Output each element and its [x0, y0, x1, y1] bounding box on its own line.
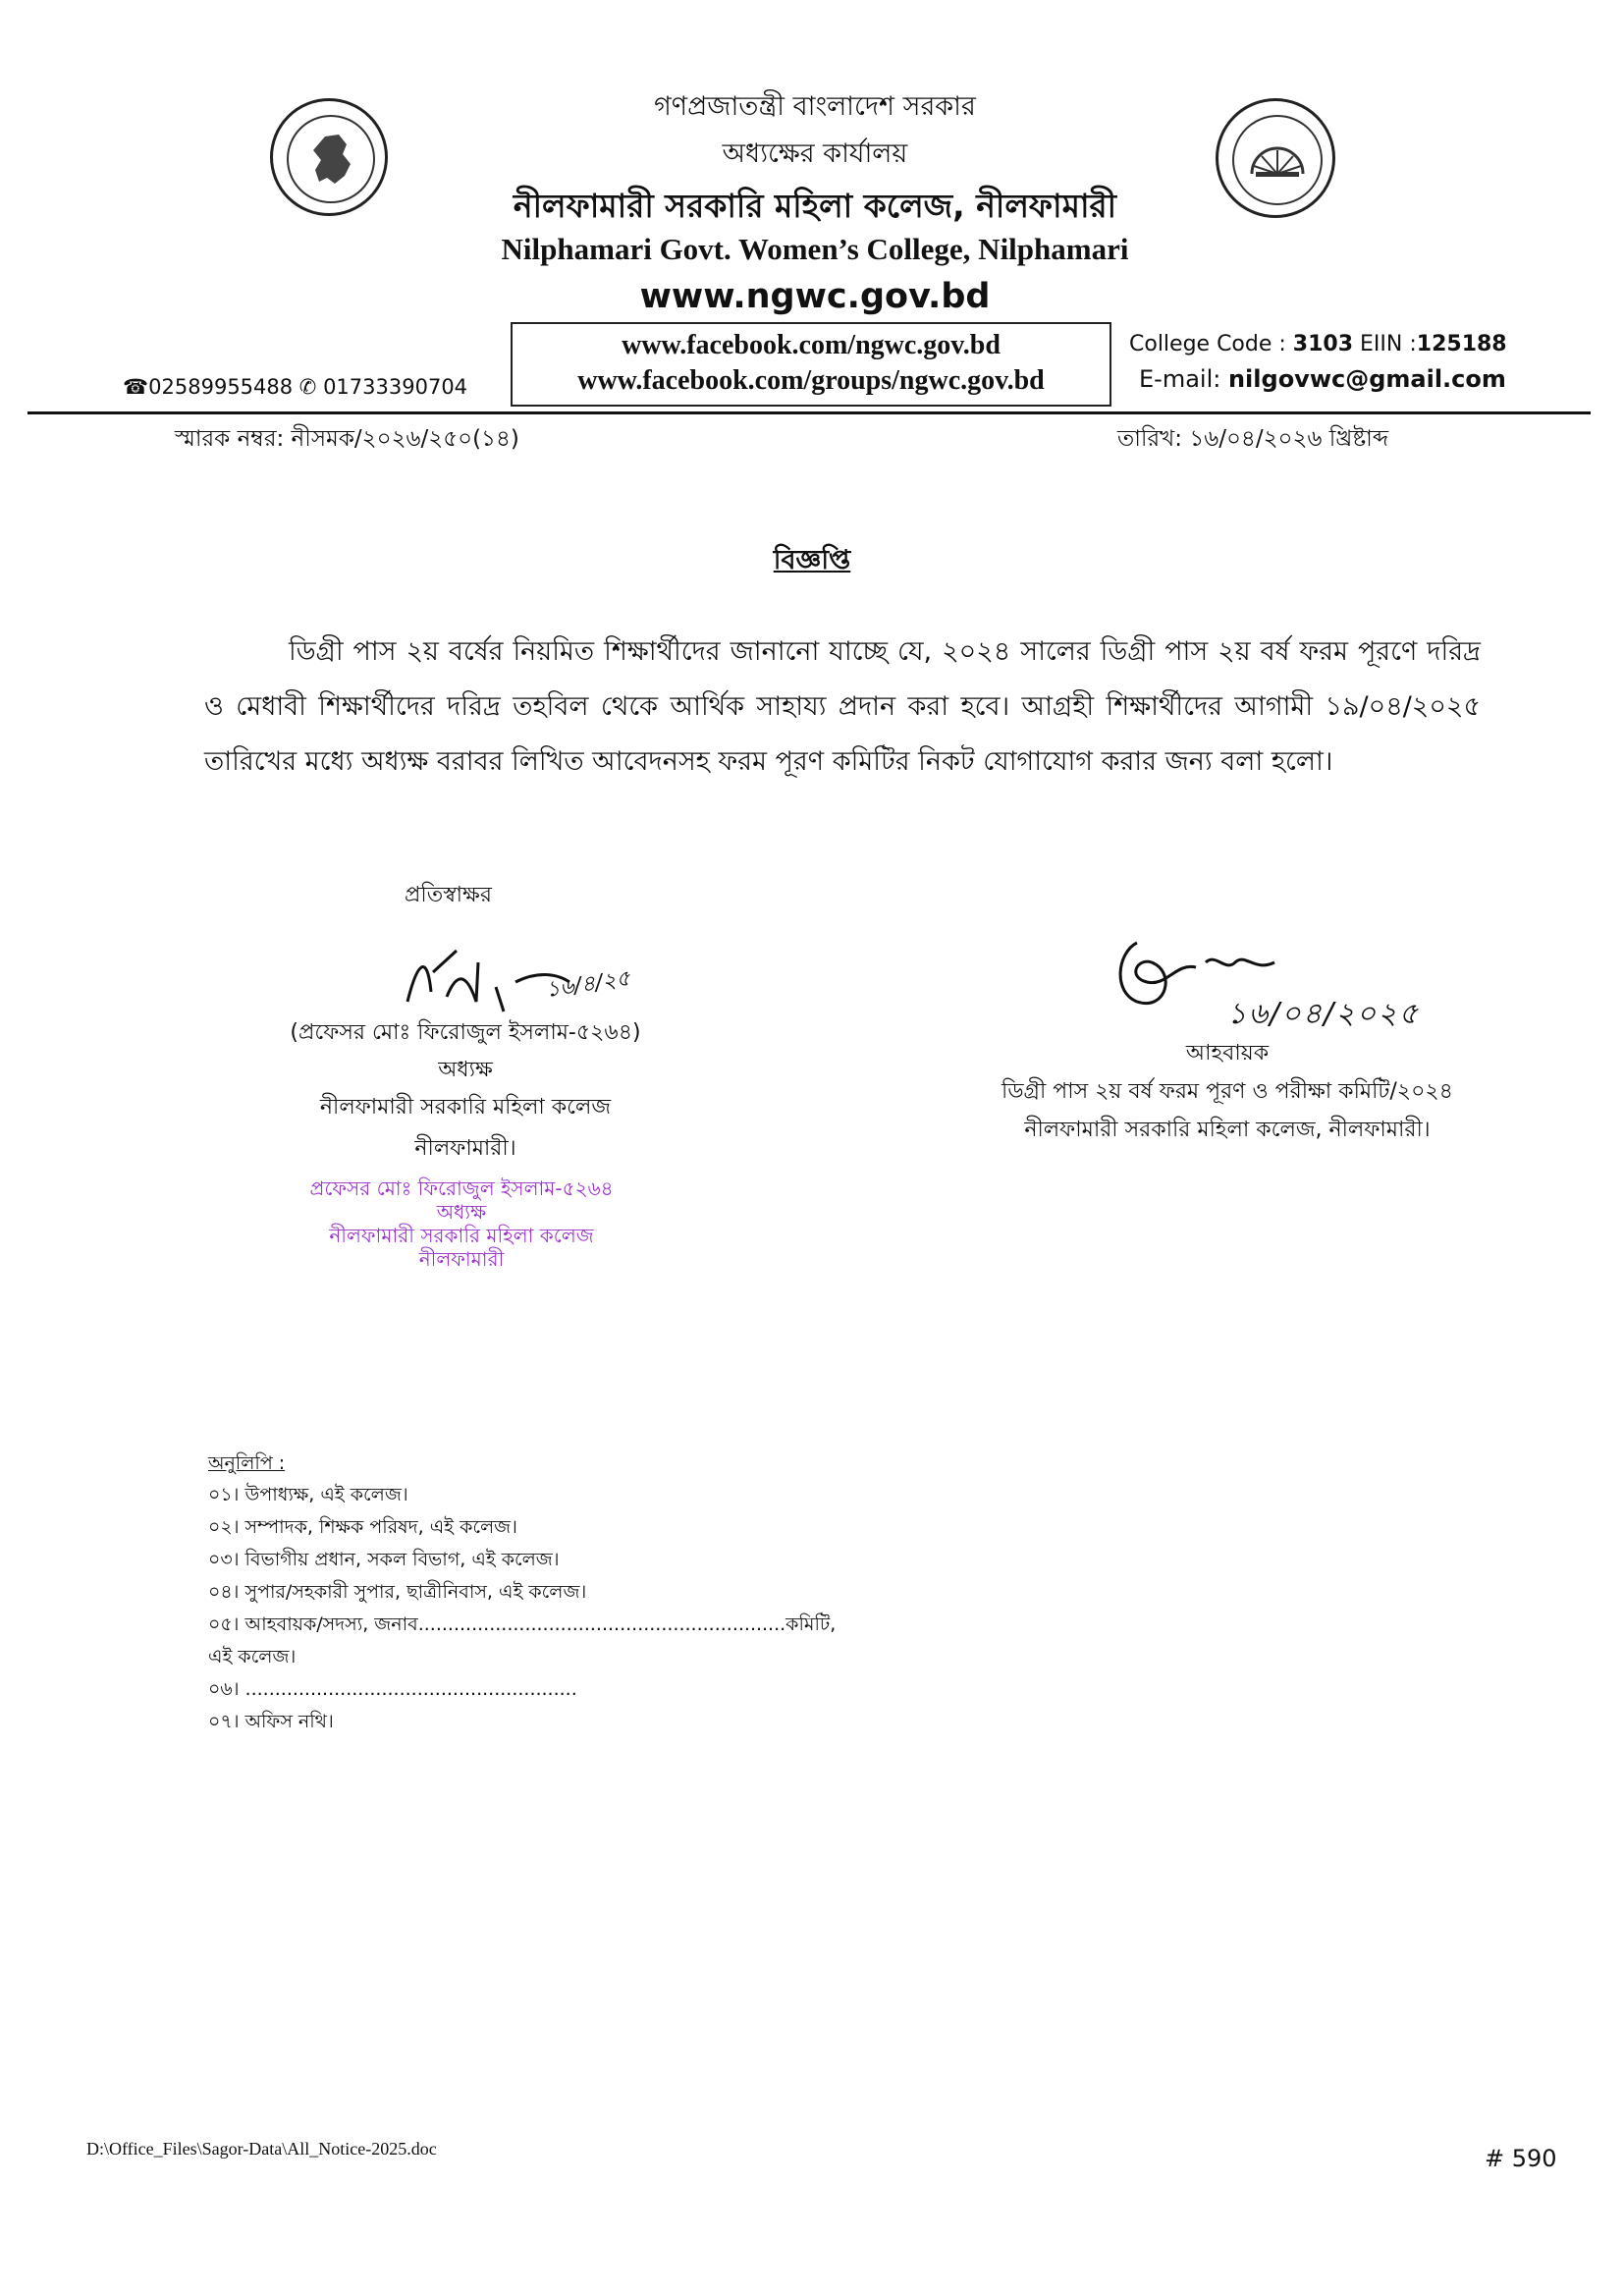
email-label: E-mail:	[1139, 365, 1228, 393]
principal-stamp	[295, 1176, 628, 1271]
convener-handwritten-date: ১৬/০৪/২০২৫	[1227, 997, 1421, 1031]
email-line	[1139, 365, 1506, 393]
email-link[interactable]: nilgovwc@gmail.com	[1227, 365, 1506, 393]
notice-title: বিজ্ঞপ্তি	[773, 545, 851, 575]
college-name-english: Nilphamari Govt. Women’s College, Nilphamari	[501, 232, 1129, 266]
government-seal-logo	[270, 98, 388, 216]
stamp-line-1: প্রফেসর মোঃ ফিরোজুল ইসলাম-৫২৬৪	[309, 1176, 614, 1200]
college-code-label: College Code :	[1129, 332, 1293, 356]
stamp-line-4: নীলফামারী	[418, 1247, 505, 1271]
countersign-handwritten-date: ১৬/৪/২৫	[544, 966, 632, 1003]
notice-body: ডিগ্রী পাস ২য় বর্ষের নিয়মিত শিক্ষার্থীদের জানানো যাচ্ছে যে, ২০২৪ সালের ডিগ্রী পাস ২য় বর্ষ ফরম পূরণে দরিদ্র ও মেধাবী শিক্ষার্থীদের দরিদ্র তহবিল থেকে আর্থিক সাহায্য প্রদান করা হবে। আগ্রহী শিক্ষার্থীদের আগামী ১৯/০৪/২০২৫ তারিখের মধ্যে অধ্যক্ষ বরাবর লিখিত আবেদনসহ ফরম পূরণ কমিটির নিকট যোগাযোগ করার জন্য বলা হলো।	[204, 636, 1481, 777]
facebook-group-link[interactable]: www.facebook.com/groups/ngwc.gov.bd	[577, 365, 1045, 396]
header-divider	[27, 411, 1591, 414]
facebook-links-box	[511, 322, 1111, 407]
convener-committee: ডিগ্রী পাস ২য় বর্ষ ফরম পূরণ ও পরীক্ষা কমিটি/২০২৪	[1001, 1079, 1453, 1104]
principal-place: নীলফামারী।	[414, 1136, 516, 1161]
copy-item: ০২। সম্পাদক, শিক্ষক পরিষদ, এই কলেজ।	[208, 1516, 517, 1538]
eiin-label: EIIN :	[1353, 332, 1417, 356]
principal-college: নীলফামারী সরকারি মহিলা কলেজ	[319, 1095, 612, 1120]
copy-item: এই কলেজ।	[208, 1646, 297, 1667]
file-path: D:\Office_Files\Sagor-Data\All_Notice-2025.doc	[86, 2139, 437, 2159]
facebook-page-link[interactable]: www.facebook.com/ngwc.gov.bd	[622, 330, 1001, 360]
convener-college: নীলফামারী সরকারি মহিলা কলেজ, নীলফামারী।	[1024, 1118, 1431, 1142]
page-number: # 590	[1485, 2145, 1557, 2172]
copy-item: ০৭। অফিস নথি।	[208, 1711, 334, 1732]
website-link[interactable]: www.ngwc.gov.bd	[639, 277, 991, 316]
memo-reference: স্মারক নম্বর: নীসমক/২০২৬/২৫০(১৪)	[175, 426, 519, 452]
copy-item: ০৬। ........................................................	[208, 1678, 577, 1700]
college-name-bangla: নীলফামারী সরকারি মহিলা কলেজ, নীলফামারী	[513, 187, 1117, 225]
copy-item: ০৪। সুপার/সহকারী সুপার, ছাত্রীনিবাস, এই কলেজ।	[208, 1581, 587, 1603]
principal-designation: অধ্যক্ষ	[438, 1058, 493, 1082]
stamp-line-2: অধ্যক্ষ	[436, 1200, 487, 1224]
copies-list	[208, 1479, 836, 1738]
copy-item: ০১। উপাধ্যক্ষ, এই কলেজ।	[208, 1484, 408, 1505]
countersign-label: প্রতিস্বাক্ষর	[405, 883, 492, 907]
copy-item: ০৫। আহবায়ক/সদস্য, জনাব..............................................................কমিটি,	[208, 1613, 837, 1635]
government-title: গণপ্রজাতন্ত্রী বাংলাদেশ সরকার	[654, 91, 976, 122]
college-code-value: 3103	[1292, 332, 1354, 356]
eiin-value: 125188	[1416, 332, 1507, 356]
convener-title: আহবায়ক	[1185, 1041, 1270, 1066]
office-title: অধ্যক্ষের কার্যালয়	[722, 138, 908, 169]
stamp-line-3: নীলফামারী সরকারি মহিলা কলেজ	[329, 1224, 594, 1247]
contact-phone: ☎02589955488 ✆ 01733390704	[123, 375, 468, 399]
copies-label: অনুলিপি :	[208, 1452, 286, 1474]
copy-item: ০৩। বিভাগীয় প্রধান, সকল বিভাগ, এই কলেজ।	[208, 1549, 560, 1570]
college-code-line	[1129, 332, 1507, 356]
principal-name: (প্রফেসর মোঃ ফিরোজুল ইসলাম-৫২৬৪)	[290, 1020, 641, 1045]
memo-date: তারিখ: ১৬/০৪/২০২৬ খ্রিষ্টাব্দ	[1117, 426, 1389, 452]
